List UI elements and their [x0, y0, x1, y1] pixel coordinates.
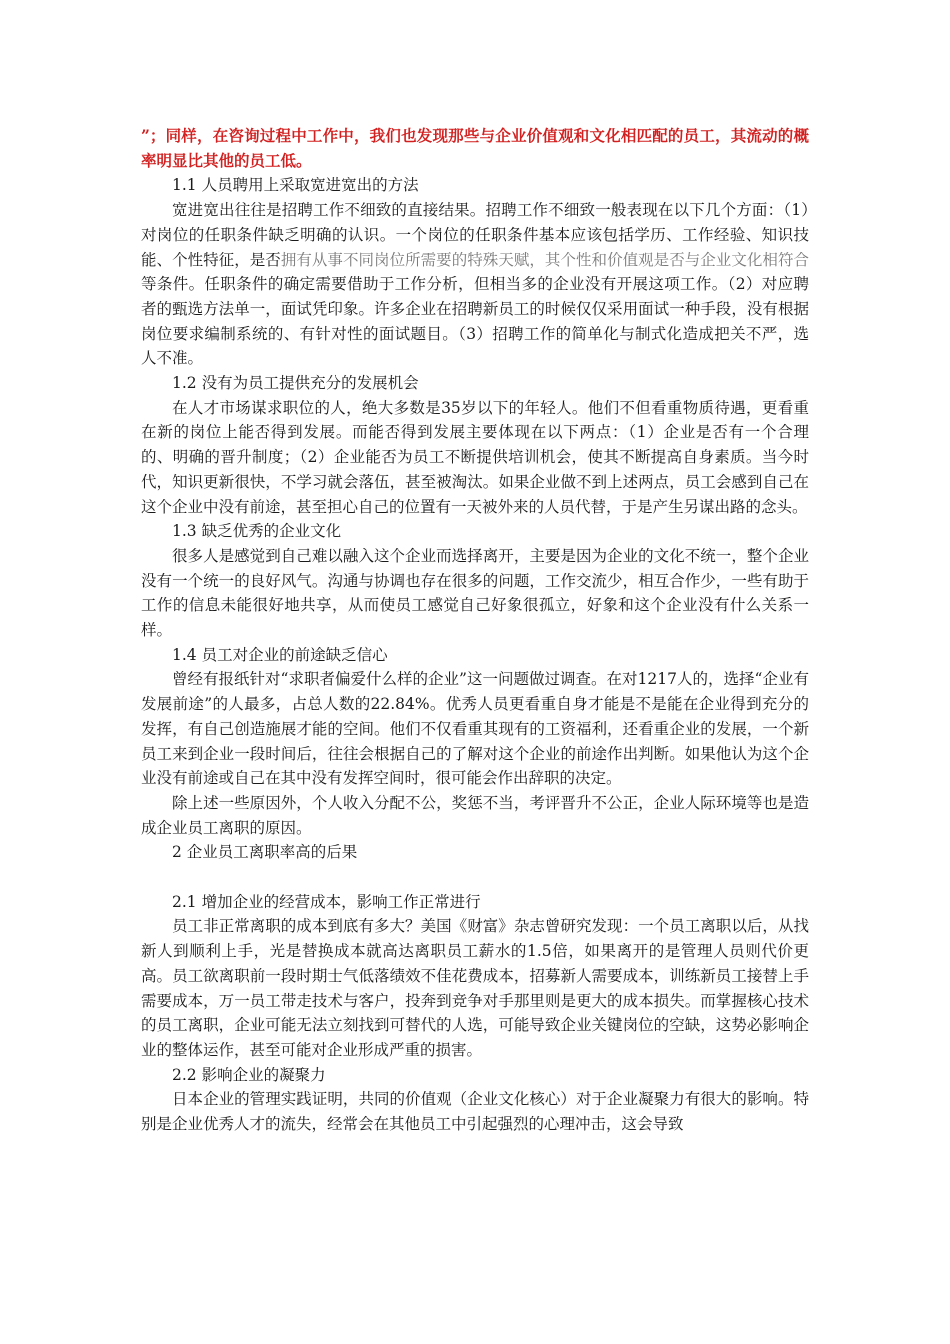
- paragraph-1-1-part-b: 等条件。任职条件的确定需要借助于工作分析，但相当多的企业没有开展这项工作。（2）对应聘者的甄选方法单一，面试凭印象。许多企业在招聘新员工的时候仅仅采用面试一种手段，没有根据岗位要求编制系统的、有针对性的面试题目。（3）招聘工作的简单化与制式化造成把关不严，选人不准。: [141, 275, 809, 368]
- section-heading-2-2: 2.2 影响企业的凝聚力: [172, 1065, 326, 1084]
- paragraph-1-2: 在人才市场谋求职位的人，绝大多数是35岁以下的年轻人。他们不但看重物质待遇，更看重在新的岗位上能否得到发展。而能否得到发展主要体现在以下两点：（1）企业是否有一个合理的、明确的晋升制度；（2）企业能否为员工不断提供培训机会，使其不断提高自身素质。当今时代，知识更新很快，不学习就会落伍，甚至被淘汰。如果企业做不到上述两点，员工会感到自己在这个企业中没有前途，甚至担心自己的位置有一天被外来的人员代替，于是产生另谋出路的念头。: [141, 398, 809, 516]
- section-heading-1-2: 1.2 没有为员工提供充分的发展机会: [172, 374, 419, 393]
- section-heading-1-1: 1.1 人员聘用上采取宽进宽出的方法: [172, 176, 419, 195]
- paragraph-2-1: 员工非正常离职的成本到底有多大？美国《财富》杂志曾研究发现：一个员工离职以后，从找新人到顺利上手，光是替换成本就高达离职员工薪水的1.5倍，如果离开的是管理人员则代价更高。员工欲离职前一段时期士气低落绩效不佳花费成本，招募新人需要成本，训练新员工接替上手需要成本，万一员工带走技术与客户，投奔到竞争对手那里则是更大的成本损失。而掌握核心技术的员工离职，企业可能无法立刻找到可替代的人选，可能导致企业关键岗位的空缺，这势必影响企业的整体运作，甚至可能对企业形成严重的损害。: [141, 917, 809, 1059]
- paragraph-1-1: [141, 198, 809, 371]
- paragraph-1-3: 很多人是感觉到自己难以融入这个企业而选择离开，主要是因为企业的文化不统一，整个企业没有一个统一的良好风气。沟通与协调也存在很多的问题，工作交流少，相互合作少，一些有助于工作的信息未能很好地共享，从而使员工感觉自己好象很孤立，好象和这个企业没有什么关系一样。: [141, 546, 809, 640]
- section-heading-2-1: 2.1 增加企业的经营成本，影响工作正常进行: [172, 892, 481, 911]
- section-heading-1-3: 1.3 缺乏优秀的企业文化: [172, 522, 342, 541]
- lead-paragraph: ”；同样，在咨询过程中工作中，我们也发现那些与企业价值观和文化相匹配的员工，其流动的概率明显比其他的员工低。: [141, 126, 809, 170]
- paragraph-2-2: 日本企业的管理实践证明，共同的价值观（企业文化核心）对于企业凝聚力有很大的影响。特别是企业优秀人才的流失，经常会在其他员工中引起强烈的心理冲击，这会导致: [141, 1090, 809, 1134]
- paragraph-1-4-summary: 除上述一些原因外，个人收入分配不公，奖惩不当，考评晋升不公正，企业人际环境等也是造成企业员工离职的原因。: [141, 793, 809, 837]
- paragraph-1-4: 曾经有报纸针对“求职者偏爱什么样的企业”这一问题做过调查。在对1217人的，选择“企业有发展前途”的人最多，占总人数的22.84%。优秀人员更看重自身才能是不是能在企业得到充分的发挥，有自己创造施展才能的空间。他们不仅看重其现有的工资福利，还看重企业的发展，一个新员工来到企业一段时间后，往往会根据自己的了解对这个企业的前途作出判断。如果他认为这个企业没有前途或自己在其中没有发挥空间时，很可能会作出辞职的决定。: [141, 670, 809, 788]
- section-heading-2: 2 企业员工离职率高的后果: [172, 843, 358, 862]
- paragraph-1-1-gray-text: 拥有从事不同岗位所需要的特殊天赋，其个性和价值观是否与企业文化相符合: [280, 250, 809, 269]
- section-heading-1-4: 1.4 员工对企业的前途缺乏信心: [172, 645, 388, 664]
- document-page: [141, 124, 809, 1137]
- blank-line: [141, 865, 809, 890]
- paragraph-1-1-part-a: 宽进宽出往往是招聘工作不细致的直接结果。招聘工作不细致一般表现在以下几个方面：（1）对岗位的任职条件缺乏明确的认识。一个岗位的任职条件基本应该包括学历、工作经验、知识技能、个性特征，是否: [141, 201, 809, 269]
